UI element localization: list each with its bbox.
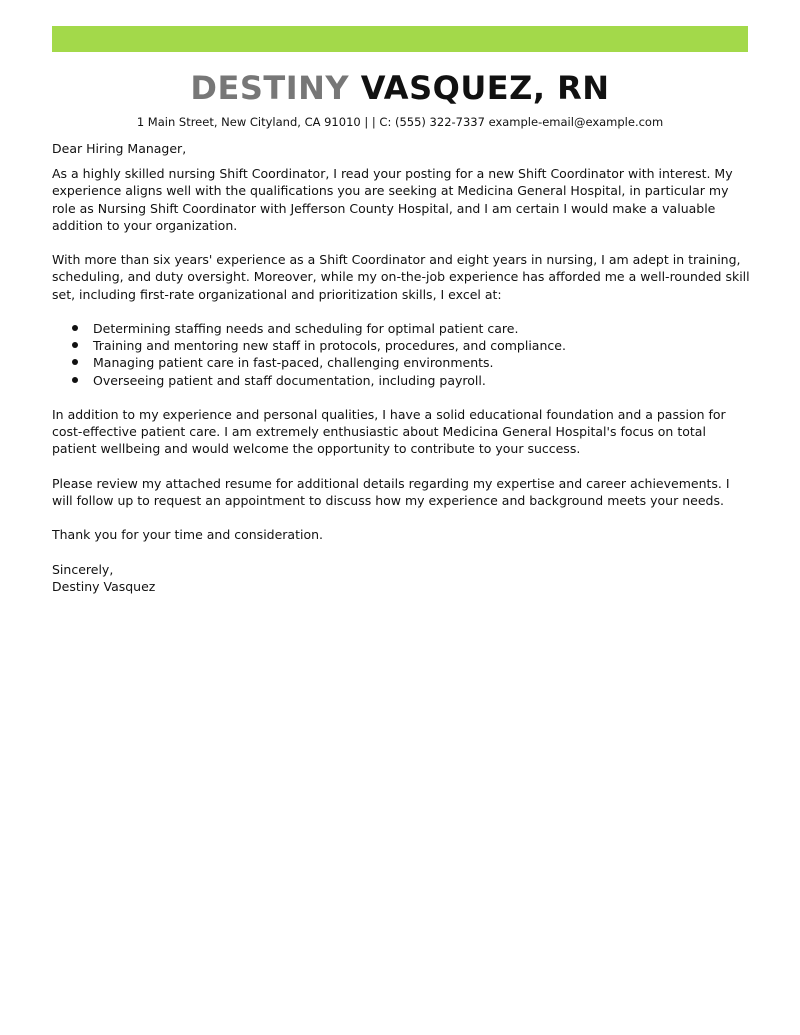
bullet-icon — [72, 325, 78, 331]
salutation: Dear Hiring Manager, — [52, 141, 187, 156]
list-item — [52, 337, 752, 354]
list-item-text: Overseeing patient and staff documentation, including payroll. — [93, 372, 486, 388]
skills-list — [52, 320, 752, 389]
list-item — [52, 320, 752, 337]
bullet-icon — [72, 359, 78, 365]
thanks-line: Thank you for your time and consideration. — [52, 527, 324, 543]
closing: Sincerely, — [52, 561, 114, 577]
list-item-text: Determining staffing needs and scheduling for optimal patient care. — [93, 321, 519, 336]
bullet-icon — [72, 377, 78, 383]
list-item — [52, 372, 752, 389]
contact-info: 1 Main Street, New Cityland, CA 91010 | | C: (555) 322-7337 example-email@example.com — [136, 115, 664, 129]
letter-body — [52, 140, 752, 595]
paragraph-follow-up: Please review my attached resume for additional details regarding my expertise and career achievements. I will follow up to request an appointment to discuss how my experience and background meets your needs. — [52, 475, 730, 508]
paragraph-experience: With more than six years' experience as a Shift Coordinator and eight years in nursing, I am adept in training, scheduling, and duty oversight. Moreover, while my on-the-job experience has afforded me a well-rounded skill set, including first-rate organizational and prioritization skills, I excel at: — [52, 252, 750, 302]
bullet-icon — [72, 342, 78, 348]
paragraph-education: In addition to my experience and personal qualities, I have a solid educational foundation and a passion for cost-effective patient care. I am extremely enthusiastic about Medicina General Hospital's focus on total patient wellbeing and would welcome the opportunity to contribute to your success. — [52, 407, 726, 457]
applicant-name — [0, 68, 800, 108]
paragraph-intro: As a highly skilled nursing Shift Coordinator, I read your posting for a new Shift Coordinator with interest. My experience aligns well with the qualifications you are seeking at Medicina General Hospital, in particular my role as Nursing Shift Coordinator with Jefferson County Hospital, and I am certain I would make a valuable addition to your organization. — [52, 166, 733, 233]
first-name: DESTINY — [190, 69, 350, 107]
signature-name: Destiny Vasquez — [52, 578, 156, 594]
last-name: VASQUEZ, RN — [360, 69, 610, 107]
list-item-text: Training and mentoring new staff in protocols, procedures, and compliance. — [93, 338, 566, 354]
header-accent-bar — [52, 26, 748, 52]
list-item-text: Managing patient care in fast-paced, challenging environments. — [93, 355, 494, 371]
list-item — [52, 354, 752, 371]
